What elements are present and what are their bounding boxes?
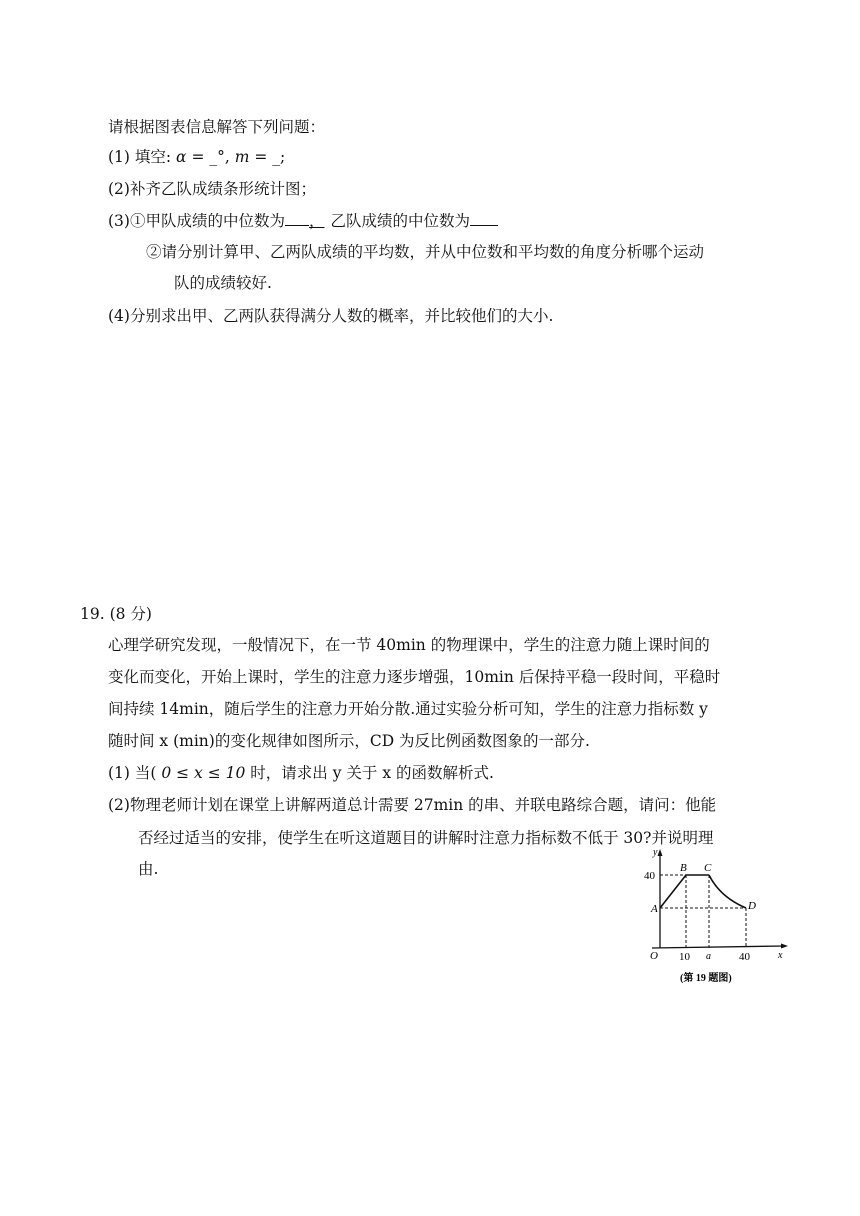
q19-body-line4: 随时间 x (min)的变化规律如图所示，CD 为反比例函数图象的一部分.: [108, 732, 590, 750]
q19-figure: [642, 843, 788, 989]
q19-part1: [108, 762, 494, 784]
q19-part2-line3: 由.: [138, 860, 159, 878]
origin-label: O: [650, 950, 658, 962]
y-tick-40: 40: [644, 870, 655, 882]
q18-part3a: [108, 209, 498, 232]
q18-part1-prefix: (1) 填空:: [108, 148, 177, 166]
point-D-label: D: [748, 900, 756, 912]
point-A-label: A: [651, 903, 658, 915]
y-axis-arrow: [658, 849, 663, 856]
q18-part3a-comma: ，: [308, 212, 325, 230]
q19-part1-suffix: 时，请求出 y 关于 x 的函数解析式.: [245, 764, 494, 782]
q18-part1-end: ;: [280, 148, 286, 166]
q18-part1-m: m = _: [234, 148, 281, 166]
q19-body-line1: 心理学研究发现，一般情况下，在一节 40min 的物理课中，学生的注意力随上课时间的: [108, 636, 710, 654]
q18-part1-sep: ,: [224, 148, 235, 166]
q18-answer-blank-1: [285, 209, 309, 226]
graph-AB-BC: [660, 875, 709, 908]
x-tick-40: 40: [739, 951, 750, 963]
graph-CD-curve: [709, 875, 746, 908]
x-tick-10: 10: [679, 951, 690, 963]
q18-intro: 请根据图表信息解答下列问题：: [108, 118, 326, 136]
q18-answer-blank-2: [470, 209, 498, 226]
x-tick-a: a: [706, 951, 711, 962]
q18-part1-alpha: α = _°: [176, 148, 225, 166]
x-axis-label: x: [778, 950, 783, 961]
q18-part1: [108, 146, 285, 168]
point-C-label: C: [704, 862, 712, 874]
point-B-label: B: [680, 862, 687, 874]
q19-part2-line1: (2)物理老师计划在课堂上讲解两道总计需要 27min 的串、并联电路综合题，请问：他能: [108, 796, 717, 814]
figure-caption: (第 19 题图): [680, 973, 732, 984]
x-axis-line: [652, 946, 784, 948]
q18-part3a-text2: 乙队成绩的中位数为: [330, 212, 470, 230]
q19-part1-prefix: (1) 当(: [108, 764, 162, 782]
q18-part3b-line1: ②请分别计算甲、乙两队成绩的平均数，并从中位数和平均数的角度分析哪个运动: [146, 243, 705, 261]
q18-part4: (4)分别求出甲、乙两队获得满分人数的概率，并比较他们的大小.: [108, 307, 554, 325]
y-axis-label: y: [653, 847, 658, 858]
q19-part1-inequality: 0 ≤ x ≤ 10: [161, 764, 246, 782]
q19-body-line3: 间持续 14min，随后学生的注意力开始分散.通过实验分析可知，学生的注意力指标数 y: [108, 700, 708, 718]
q18-part2: (2)补齐乙队成绩条形统计图；: [108, 180, 316, 198]
q18-part3a-text1: (3)①甲队成绩的中位数为: [108, 212, 285, 230]
q19-number: 19. (8 分): [80, 605, 152, 623]
q19-body-line2: 变化而变化，开始上课时，学生的注意力逐步增强，10min 后保持平稳一段时间，平稳时: [108, 668, 721, 686]
q19-part2-line2: 否经过适当的安排，使学生在听这道题目的讲解时注意力指标数不低于 30?并说明理: [138, 829, 714, 847]
x-axis-arrow: [781, 944, 788, 949]
q18-part3b-line2: 队的成绩较好.: [174, 274, 272, 292]
